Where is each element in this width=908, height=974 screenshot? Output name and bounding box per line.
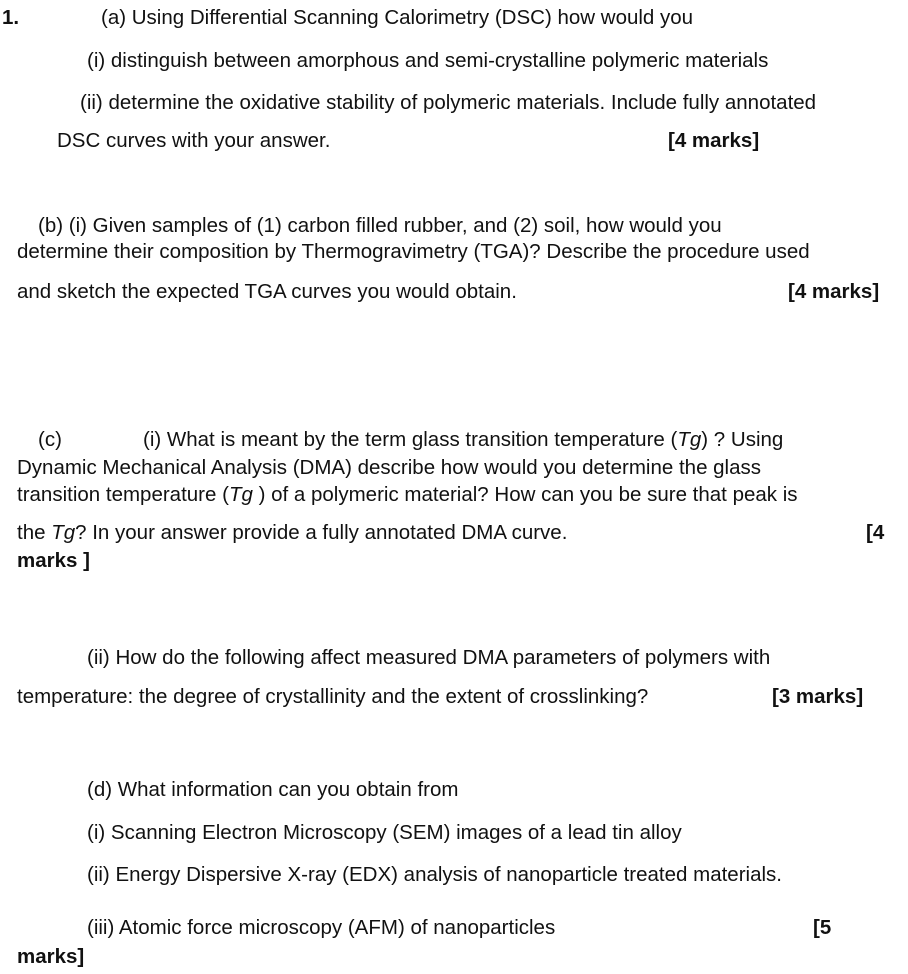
part-c-item-ii-marks: [3 marks] (772, 685, 864, 708)
part-c-marks-bracket: [4 (866, 521, 885, 544)
question-number: 1. (2, 6, 20, 29)
part-c-line-3-text-end: ) of a polymeric material? How can you be sure that peak is (252, 483, 798, 506)
part-c-line-3 (17, 483, 798, 507)
tg-symbol: Tg (51, 521, 76, 544)
part-c-item-i-text: (i) What is meant by the term glass transition temperature ( (143, 428, 678, 451)
part-c-item-ii-line-2: temperature: the degree of crystallinity and the extent of crosslinking? (17, 685, 649, 708)
part-a-item-ii-continued: DSC curves with your answer. (57, 129, 331, 152)
part-b-line-3: and sketch the expected TGA curves you would obtain. (17, 280, 517, 303)
part-b-line-2: determine their composition by Thermogravimetry (TGA)? Describe the procedure used (17, 240, 810, 263)
part-b-marks: [4 marks] (788, 280, 880, 303)
part-d-intro: (d) What information can you obtain from (87, 778, 459, 801)
part-c-marks-word: marks ] (17, 549, 90, 572)
part-d-item-i: (i) Scanning Electron Microscopy (SEM) images of a lead tin alloy (87, 821, 682, 844)
part-c-item-i-text-end: ) ? Using (701, 428, 784, 451)
part-c-line-3-text: transition temperature ( (17, 483, 229, 506)
part-d-item-iii: (iii) Atomic force microscopy (AFM) of nanoparticles (87, 916, 556, 939)
part-d-marks-bracket: [5 (813, 916, 832, 939)
part-a-item-i: (i) distinguish between amorphous and semi-crystalline polymeric materials (87, 49, 769, 72)
part-d-marks-word: marks] (17, 945, 85, 968)
part-a-item-ii: (ii) determine the oxidative stability of polymeric materials. Include fully annotated (80, 91, 817, 114)
part-c-label: (c) (38, 428, 62, 451)
part-c-line-4 (17, 521, 567, 545)
part-d-item-ii: (ii) Energy Dispersive X-ray (EDX) analysis of nanoparticle treated materials. (87, 863, 782, 886)
part-c-line-2: Dynamic Mechanical Analysis (DMA) describe how would you determine the glass (17, 456, 762, 479)
part-c-line-4-text-end: ? In your answer provide a fully annotated DMA curve. (75, 521, 568, 544)
part-b-line-1: (b) (i) Given samples of (1) carbon filled rubber, and (2) soil, how would you (38, 214, 722, 237)
part-a-intro: (a) Using Differential Scanning Calorimetry (DSC) how would you (101, 6, 694, 29)
part-c-line-4-text: the (17, 521, 52, 544)
part-a-marks: [4 marks] (668, 129, 760, 152)
part-c-item-ii-line-1: (ii) How do the following affect measured DMA parameters of polymers with (87, 646, 771, 669)
tg-symbol: Tg (677, 428, 702, 451)
tg-symbol: Tg (228, 483, 253, 506)
part-c-item-i (143, 428, 783, 452)
